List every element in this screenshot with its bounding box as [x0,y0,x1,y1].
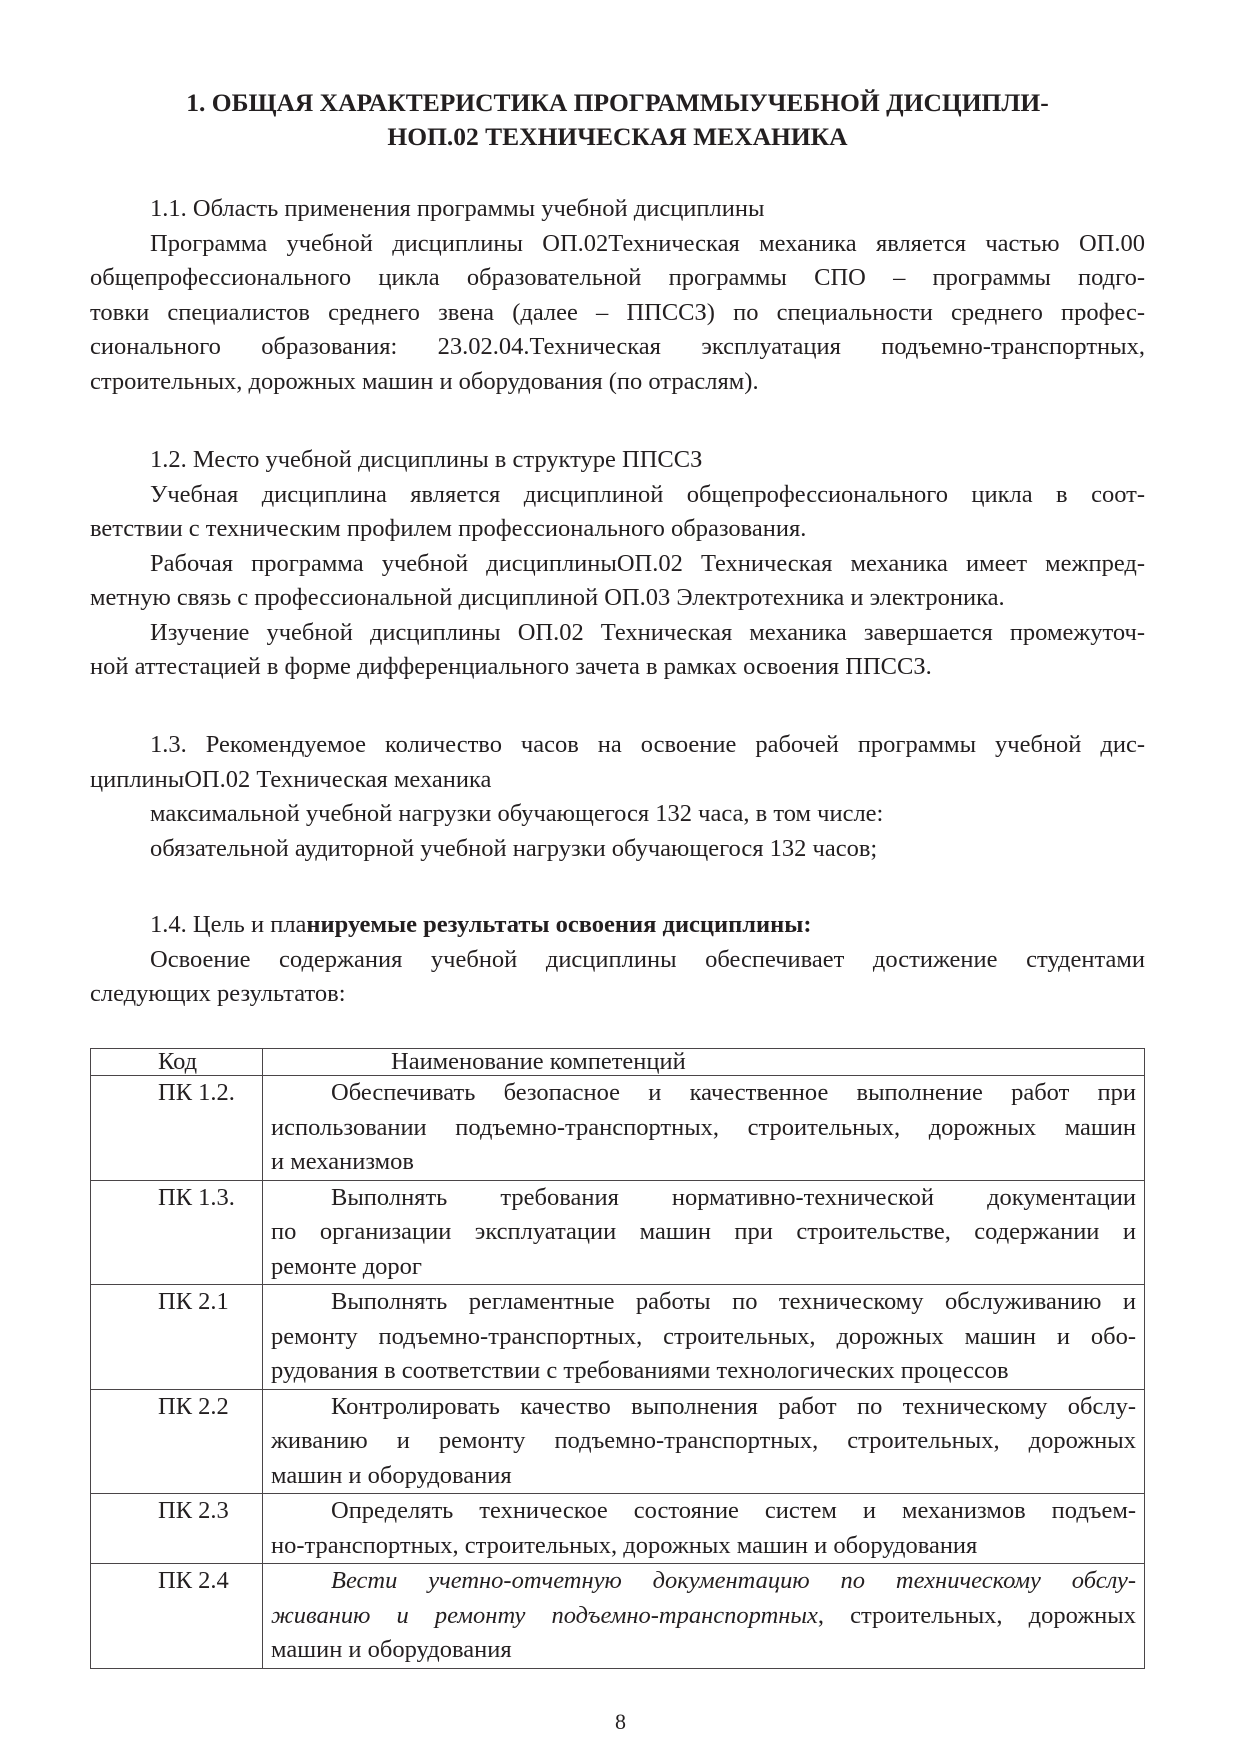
description-line: ремонту подъемно-транспортных, строительных, дорожных машин и обо- [271,1322,1136,1350]
competency-description [263,1494,1145,1564]
description-line: ремонте дорог [271,1252,422,1280]
competency-code: ПК 2.3 [91,1494,263,1564]
table-row [91,1076,1145,1181]
description-line: Определять техническое состояние систем и механизмов подъем- [331,1497,1136,1524]
paragraph-line: Программа учебной дисциплины ОП.02Техническая механика является частью ОП.00 [150,229,1145,257]
page-number: 8 [615,1709,626,1734]
competency-code: ПК 2.1 [91,1285,263,1390]
description-line: но-транспортных, строительных, дорожных машин и оборудования [271,1531,978,1559]
section-1-2 [90,443,1145,685]
paragraph-line: строительных, дорожных машин и оборудования (по отраслям). [90,367,759,395]
paragraph-line: ветствии с техническим профилем профессионального образования. [90,515,807,542]
table-row [91,1564,1145,1669]
mandatory-load-line: обязательной аудиторной учебной нагрузки обучающегося 132 часов; [150,834,878,862]
section-1-2-heading: 1.2. Место учебной дисциплины в структуре ППССЗ [150,446,703,473]
competency-description [263,1180,1145,1285]
paragraph-line: сионального образования: 23.02.04.Техническая эксплуатация подъемно-транспортных, [90,333,1145,360]
description-line: машин и оборудования [271,1636,512,1663]
table-row [91,1494,1145,1564]
title-line-1: 1. ОБЩАЯ ХАРАКТЕРИСТИКА ПРОГРАММЫУЧЕБНОЙ ДИСЦИПЛИ- [186,88,1049,117]
description-line [271,1599,1136,1634]
competency-description [263,1564,1145,1669]
section-1-1-heading: 1.1. Область применения программы учебной дисциплины [150,195,765,222]
plain-part: , строительных, дорожных [817,1601,1136,1629]
description-line: Вести учетно-отчетную документацию по техническому обслу- [331,1567,1136,1594]
paragraph-line: общепрофессионального цикла образовательной программы СПО – программы подго- [90,264,1145,291]
paragraph-line: ной аттестацией в форме дифференциального зачета в рамках освоения ППССЗ. [90,653,932,680]
section-1-3-heading: 1.3. Рекомендуемое количество часов на освоение рабочей программы учебной дис- [150,731,1145,758]
competency-description [263,1389,1145,1494]
table-header-row [91,1049,1145,1076]
paragraph-line: циплиныОП.02 Техническая механика [90,765,492,793]
table-row [91,1285,1145,1390]
description-line: Выполнять требования нормативно-технической документации [331,1183,1136,1211]
heading-plain-part: 1.4. Цель и пла [150,911,307,938]
paragraph-line: следующих результатов: [90,980,346,1007]
competency-code: ПК 1.3. [91,1180,263,1285]
competency-code: ПК 1.2. [91,1076,263,1181]
header-name: Наименование компетенций [263,1049,1145,1076]
paragraph-line: Рабочая программа учебной дисциплиныОП.02 Техническая механика имеет межпред- [150,549,1145,577]
section-1-3 [90,728,1145,866]
title-line-2: НОП.02 ТЕХНИЧЕСКАЯ МЕХАНИКА [387,122,848,151]
description-line: Контролировать качество выполнения работ по техническому обслу- [331,1392,1136,1420]
section-title [90,86,1145,154]
paragraph-line: Изучение учебной дисциплины ОП.02 Техническая механика завершается промежуточ- [150,618,1145,646]
description-line: рудования в соответствии с требованиями технологических процессов [271,1357,1009,1384]
max-load-line: максимальной учебной нагрузки обучающегося 132 часа, в том числе: [150,800,884,827]
description-line: машин и оборудования [271,1461,512,1489]
competency-description [263,1076,1145,1181]
table-row [91,1389,1145,1494]
section-1-4 [90,908,1145,1012]
description-line: и механизмов [271,1148,414,1175]
paragraph-line: товки специалистов среднего звена (далее – ППССЗ) по специальности среднего профес- [90,298,1145,326]
section-1-1 [90,192,1145,399]
competency-code: ПК 2.4 [91,1564,263,1669]
description-line: живанию и ремонту подъемно-транспортных, строительных, дорожных [271,1427,1136,1454]
paragraph-line: Учебная дисциплина является дисциплиной общепрофессионального цикла в соот- [150,480,1145,508]
description-line: Обеспечивать безопасное и качественное выполнение работ при [331,1079,1136,1106]
section-1-4-heading [90,908,1145,943]
paragraph-line: Освоение содержания учебной дисциплины обеспечивает достижение студентами [150,945,1145,973]
heading-bold-part: нируемые результаты освоения дисциплины: [306,911,812,938]
italic-part: живанию и ремонту подъемно-транспортных [271,1601,818,1629]
description-line: Выполнять регламентные работы по техническому обслуживанию и [331,1288,1136,1315]
competencies-table [90,1048,1145,1669]
description-line: использовании подъемно-транспортных, строительных, дорожных машин [271,1113,1136,1141]
paragraph-line: метную связь с профессиональной дисциплиной ОП.03 Электротехника и электроника. [90,584,1005,611]
competency-description [263,1285,1145,1390]
competency-code: ПК 2.2 [91,1389,263,1494]
table-row [91,1180,1145,1285]
description-line: по организации эксплуатации машин при строительстве, содержании и [271,1218,1136,1245]
header-code: Код [91,1049,263,1076]
